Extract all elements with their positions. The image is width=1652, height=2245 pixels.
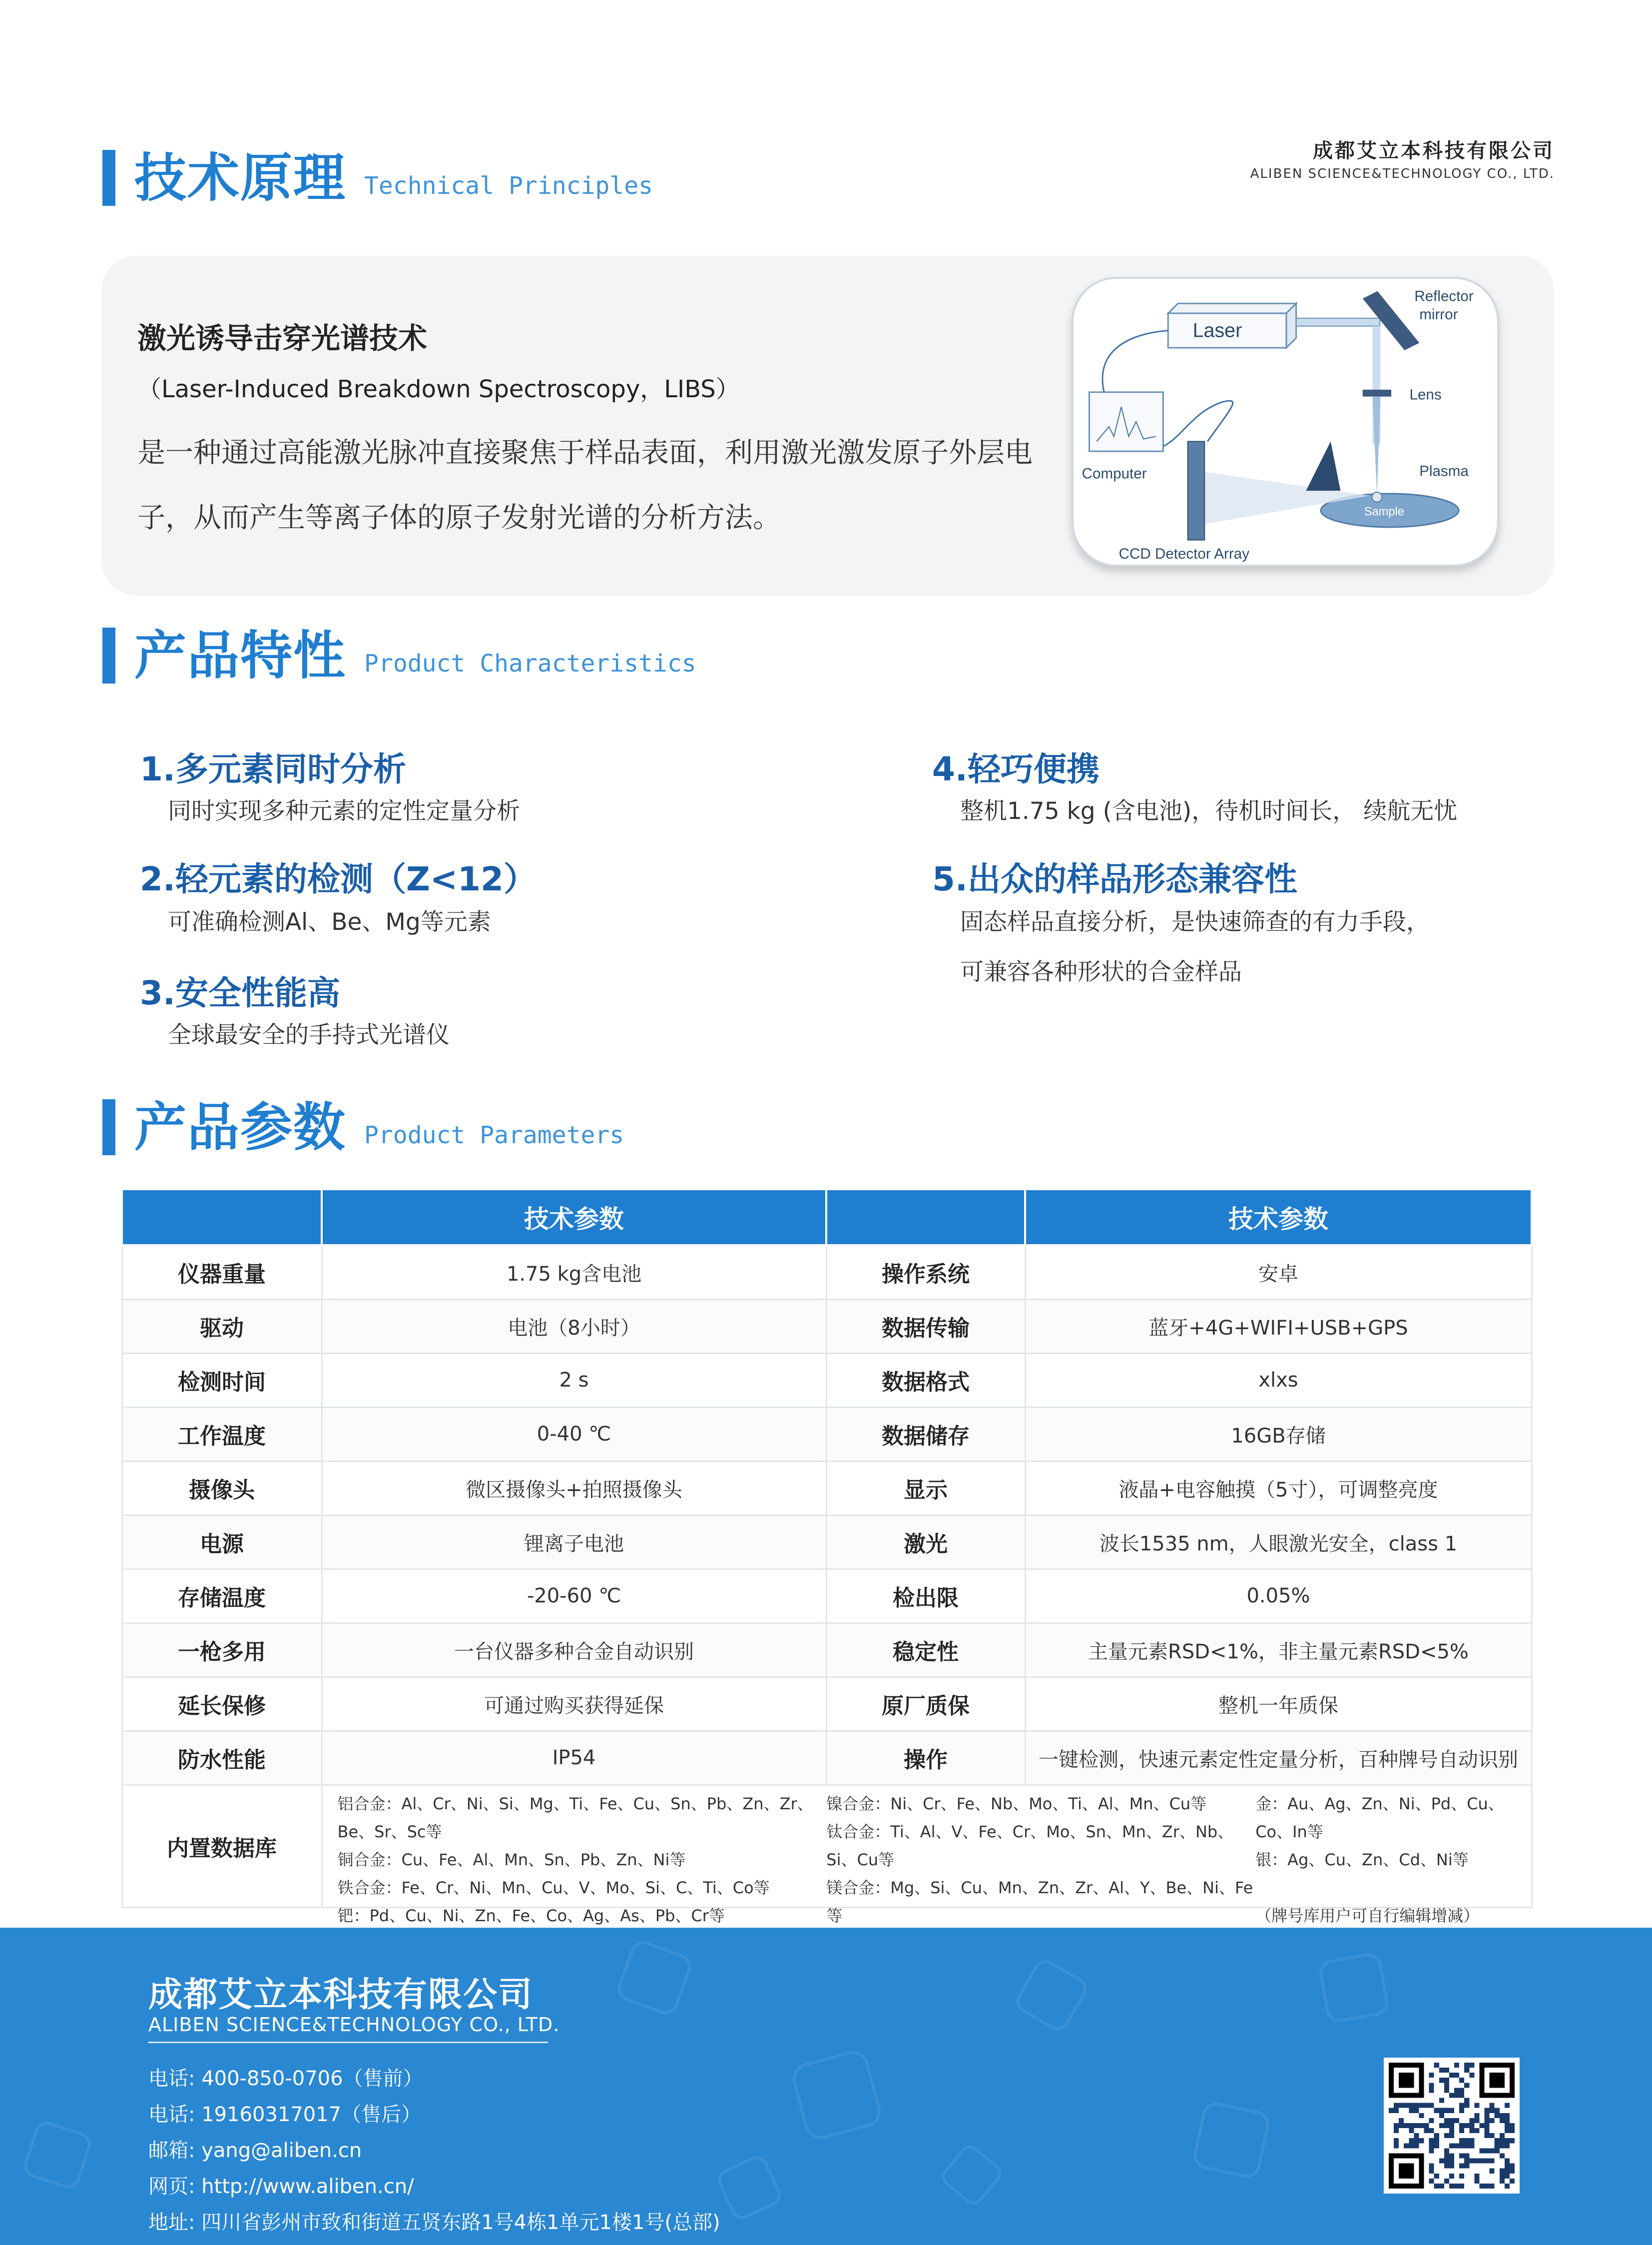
feature-desc: 整机1.75 kg (含电池)，待机时间长， 续航无忧 bbox=[960, 797, 1458, 825]
database-line: 镍合金：Ni、Cr、Fe、Nb、Mo、Ti、Al、Mn、Cu等 bbox=[826, 1794, 1207, 1813]
contact-email[interactable]: 邮箱: yang@aliben.cn bbox=[148, 2139, 362, 2162]
table-key-cell: 工作温度 bbox=[122, 1407, 322, 1461]
table-key-cell: 内置数据库 bbox=[122, 1785, 322, 1907]
company-name-cn: 成都艾立本科技有限公司 bbox=[1313, 139, 1555, 162]
table-value-cell: xlxs bbox=[1025, 1353, 1532, 1407]
computer-label: Computer bbox=[1082, 465, 1147, 482]
footer-company-name-cn: 成都艾立本科技有限公司 bbox=[148, 1975, 534, 2015]
section-title-cn: 产品参数 bbox=[134, 1097, 347, 1158]
parameters-table bbox=[121, 1188, 1533, 1925]
laser-box bbox=[1168, 303, 1296, 348]
database-cell bbox=[322, 1785, 1532, 1925]
feature-desc: 可准确检测Al、Be、Mg等元素 bbox=[168, 908, 491, 936]
database-line: 金：Au、Ag、Zn、Ni、Pd、Cu、Co、In等 bbox=[1255, 1794, 1504, 1841]
section-bar bbox=[102, 1099, 115, 1155]
feature-desc: 可兼容各种形状的合金样品 bbox=[960, 958, 1242, 986]
database-col-3 bbox=[1255, 1786, 1531, 1925]
table-value-cell: 整机一年质保 bbox=[1025, 1677, 1532, 1731]
table-value-cell: 液晶+电容触摸（5寸），可调整亮度 bbox=[1025, 1461, 1532, 1515]
section-title-en: Product Parameters bbox=[364, 1121, 624, 1149]
table-row bbox=[122, 1299, 1532, 1353]
database-line: （牌号库用户可自行编辑增减） bbox=[1255, 1906, 1480, 1925]
reflector-label: Reflector bbox=[1414, 288, 1474, 305]
feature-title: 3.安全性能高 bbox=[140, 974, 340, 1012]
libs-diagram bbox=[1072, 277, 1499, 567]
database-line: 银：Ag、Cu、Zn、Cd、Ni等 bbox=[1255, 1850, 1469, 1869]
table-value-cell: IP54 bbox=[322, 1731, 826, 1785]
database-line: 钯：Pd、Cu、Ni、Zn、Fe、Co、Ag、As、Pb、Cr等 bbox=[337, 1906, 725, 1925]
database-line: 镁合金：Mg、Si、Cu、Mn、Zn、Zr、Al、Y、Be、Ni、Fe等 bbox=[826, 1878, 1253, 1925]
table-value-cell: -20-60 ℃ bbox=[322, 1569, 826, 1623]
table-key-cell: 原厂质保 bbox=[826, 1677, 1025, 1731]
section-title-characteristics bbox=[102, 625, 696, 686]
table-row bbox=[122, 1515, 1532, 1569]
table-key-cell: 显示 bbox=[826, 1461, 1025, 1515]
section-title-en: Product Characteristics bbox=[364, 650, 696, 678]
table-row bbox=[122, 1677, 1532, 1731]
table-value-cell: 一台仪器多种合金自动识别 bbox=[322, 1623, 826, 1677]
table-key-cell: 驱动 bbox=[122, 1299, 322, 1353]
mirror-label: mirror bbox=[1419, 306, 1458, 323]
qr-code-image bbox=[1389, 2063, 1515, 2189]
database-line: 钛合金：Ti、Al、V、Fe、Cr、Mo、Sn、Mn、Zr、Nb、Si、Cu等 bbox=[826, 1822, 1234, 1869]
footer-company-name-en: ALIBEN SCIENCE&TECHNOLOGY CO., LTD. bbox=[148, 2014, 560, 2036]
table-value-cell: 主量元素RSD<1%，非主量元素RSD<5% bbox=[1025, 1623, 1532, 1677]
table-key-cell: 数据传输 bbox=[826, 1299, 1025, 1353]
lens-label: Lens bbox=[1409, 386, 1442, 403]
database-line bbox=[1255, 1874, 1531, 1902]
contact-website[interactable]: 网页: http://www.aliben.cn/ bbox=[148, 2175, 414, 2198]
table-key-cell: 摄像头 bbox=[122, 1461, 322, 1515]
table-header-cell: 技术参数 bbox=[1025, 1189, 1532, 1245]
principle-heading: 激光诱导击穿光谱技术 bbox=[137, 321, 428, 355]
table-value-cell: 安卓 bbox=[1025, 1245, 1532, 1299]
table-header-cell bbox=[826, 1189, 1025, 1245]
principle-subheading: （Laser-Induced Breakdown Spectroscopy，LIBS） bbox=[137, 375, 740, 403]
table-key-cell: 防水性能 bbox=[122, 1731, 322, 1785]
table-row bbox=[122, 1461, 1532, 1515]
sample-label: Sample bbox=[1364, 505, 1405, 519]
company-name-en: ALIBEN SCIENCE&TECHNOLOGY CO., LTD. bbox=[1250, 166, 1555, 181]
lens-shape bbox=[1363, 390, 1391, 397]
table-key-cell: 数据格式 bbox=[826, 1353, 1025, 1407]
section-title-cn: 产品特性 bbox=[134, 625, 347, 686]
table-value-cell: 微区摄像头+拍照摄像头 bbox=[322, 1461, 826, 1515]
table-value-cell: 0.05% bbox=[1025, 1569, 1532, 1623]
table-value-cell: 16GB存储 bbox=[1025, 1407, 1532, 1461]
plasma-label: Plasma bbox=[1419, 463, 1469, 480]
table-row bbox=[122, 1353, 1532, 1407]
database-line: 铝合金：Al、Cr、Ni、Si、Mg、Ti、Fe、Cu、Sn、Pb、Zn、Zr、Be、Sr、Sc等 bbox=[337, 1794, 813, 1841]
table-row-database bbox=[122, 1785, 1532, 1907]
table-key-cell: 检测时间 bbox=[122, 1353, 322, 1407]
table-key-cell: 激光 bbox=[826, 1515, 1025, 1569]
principle-body: 是一种通过高能激光脉冲直接聚焦于样品表面，利用激光激发原子外层电子，从而产生等离子体的原子发射光谱的分析方法。 bbox=[137, 437, 1033, 534]
table-key-cell: 仪器重量 bbox=[122, 1245, 322, 1299]
database-line: 铜合金：Cu、Fe、Al、Mn、Sn、Pb、Zn、Ni等 bbox=[337, 1850, 686, 1869]
principle-panel bbox=[101, 256, 1554, 596]
table-key-cell: 电源 bbox=[122, 1515, 322, 1569]
contact-phone-presale: 电话: 400-850-0706（售前） bbox=[148, 2067, 423, 2090]
table-row bbox=[122, 1731, 1532, 1785]
table-key-cell: 操作系统 bbox=[826, 1245, 1025, 1299]
feature-title: 1.多元素同时分析 bbox=[140, 750, 406, 788]
footer-divider bbox=[148, 2042, 548, 2043]
table-value-cell: 2 s bbox=[322, 1353, 826, 1407]
table-row bbox=[122, 1569, 1532, 1623]
laser-label: Laser bbox=[1192, 319, 1242, 342]
table-header-cell: 技术参数 bbox=[322, 1189, 826, 1245]
table-key-cell: 操作 bbox=[826, 1731, 1025, 1785]
table-value-cell: 0-40 ℃ bbox=[322, 1407, 826, 1461]
ccd-detector bbox=[1188, 441, 1205, 540]
section-title-parameters bbox=[102, 1097, 624, 1158]
feature-title: 5.出众的样品形态兼容性 bbox=[932, 860, 1297, 898]
table-value-cell: 蓝牙+4G+WIFI+USB+GPS bbox=[1025, 1299, 1532, 1353]
section-bar bbox=[102, 628, 115, 684]
section-title-cn: 技术原理 bbox=[134, 147, 347, 208]
table-row bbox=[122, 1623, 1532, 1677]
footer bbox=[0, 1928, 1652, 2245]
contact-address: 地址: 四川省彭州市致和街道五贤东路1号4栋1单元1楼1号(总部) bbox=[148, 2211, 720, 2234]
feature-title: 2.轻元素的检测（Z<12） bbox=[140, 860, 537, 898]
prism-shape bbox=[1306, 441, 1340, 491]
table-row bbox=[122, 1245, 1532, 1299]
table-value-cell: 一键检测，快速元素定性定量分析，百种牌号自动识别 bbox=[1025, 1731, 1532, 1785]
section-title-principles bbox=[102, 147, 653, 208]
computer-monitor bbox=[1089, 392, 1163, 451]
table-value-cell: 电池（8小时） bbox=[322, 1299, 826, 1353]
feature-title: 4.轻巧便携 bbox=[932, 750, 1100, 788]
table-key-cell: 稳定性 bbox=[826, 1623, 1025, 1677]
feature-desc: 同时实现多种元素的定性定量分析 bbox=[168, 797, 520, 825]
table-header-row bbox=[122, 1189, 1532, 1245]
feature-desc: 固态样品直接分析，是快速筛查的有力手段， bbox=[960, 908, 1430, 936]
table-header-cell bbox=[122, 1189, 322, 1245]
section-bar bbox=[102, 150, 115, 206]
database-col-1 bbox=[323, 1786, 827, 1925]
qr-code bbox=[1384, 2058, 1520, 2194]
table-value-cell: 波长1535 nm，人眼激光安全，class 1 bbox=[1025, 1515, 1532, 1569]
table-row bbox=[122, 1407, 1532, 1461]
section-title-en: Technical Principles bbox=[364, 172, 653, 200]
table-key-cell: 存储温度 bbox=[122, 1569, 322, 1623]
table-value-cell: 锂离子电池 bbox=[322, 1515, 826, 1569]
table-value-cell: 1.75 kg含电池 bbox=[322, 1245, 826, 1299]
database-col-2 bbox=[826, 1786, 1255, 1925]
database-line: 铁合金：Fe、Cr、Ni、Mn、Cu、V、Mo、Si、C、Ti、Co等 bbox=[337, 1878, 770, 1897]
ccd-label: CCD Detector Array bbox=[1118, 546, 1250, 563]
feature-desc: 全球最安全的手持式光谱仪 bbox=[168, 1021, 450, 1049]
table-key-cell: 检出限 bbox=[826, 1569, 1025, 1623]
table-key-cell: 一枪多用 bbox=[122, 1623, 322, 1677]
table-value-cell: 可通过购买获得延保 bbox=[322, 1677, 826, 1731]
company-header bbox=[1250, 135, 1555, 181]
table-key-cell: 数据储存 bbox=[826, 1407, 1025, 1461]
table-key-cell: 延长保修 bbox=[122, 1677, 322, 1731]
contact-phone-aftersale: 电话: 19160317017（售后） bbox=[148, 2103, 422, 2126]
